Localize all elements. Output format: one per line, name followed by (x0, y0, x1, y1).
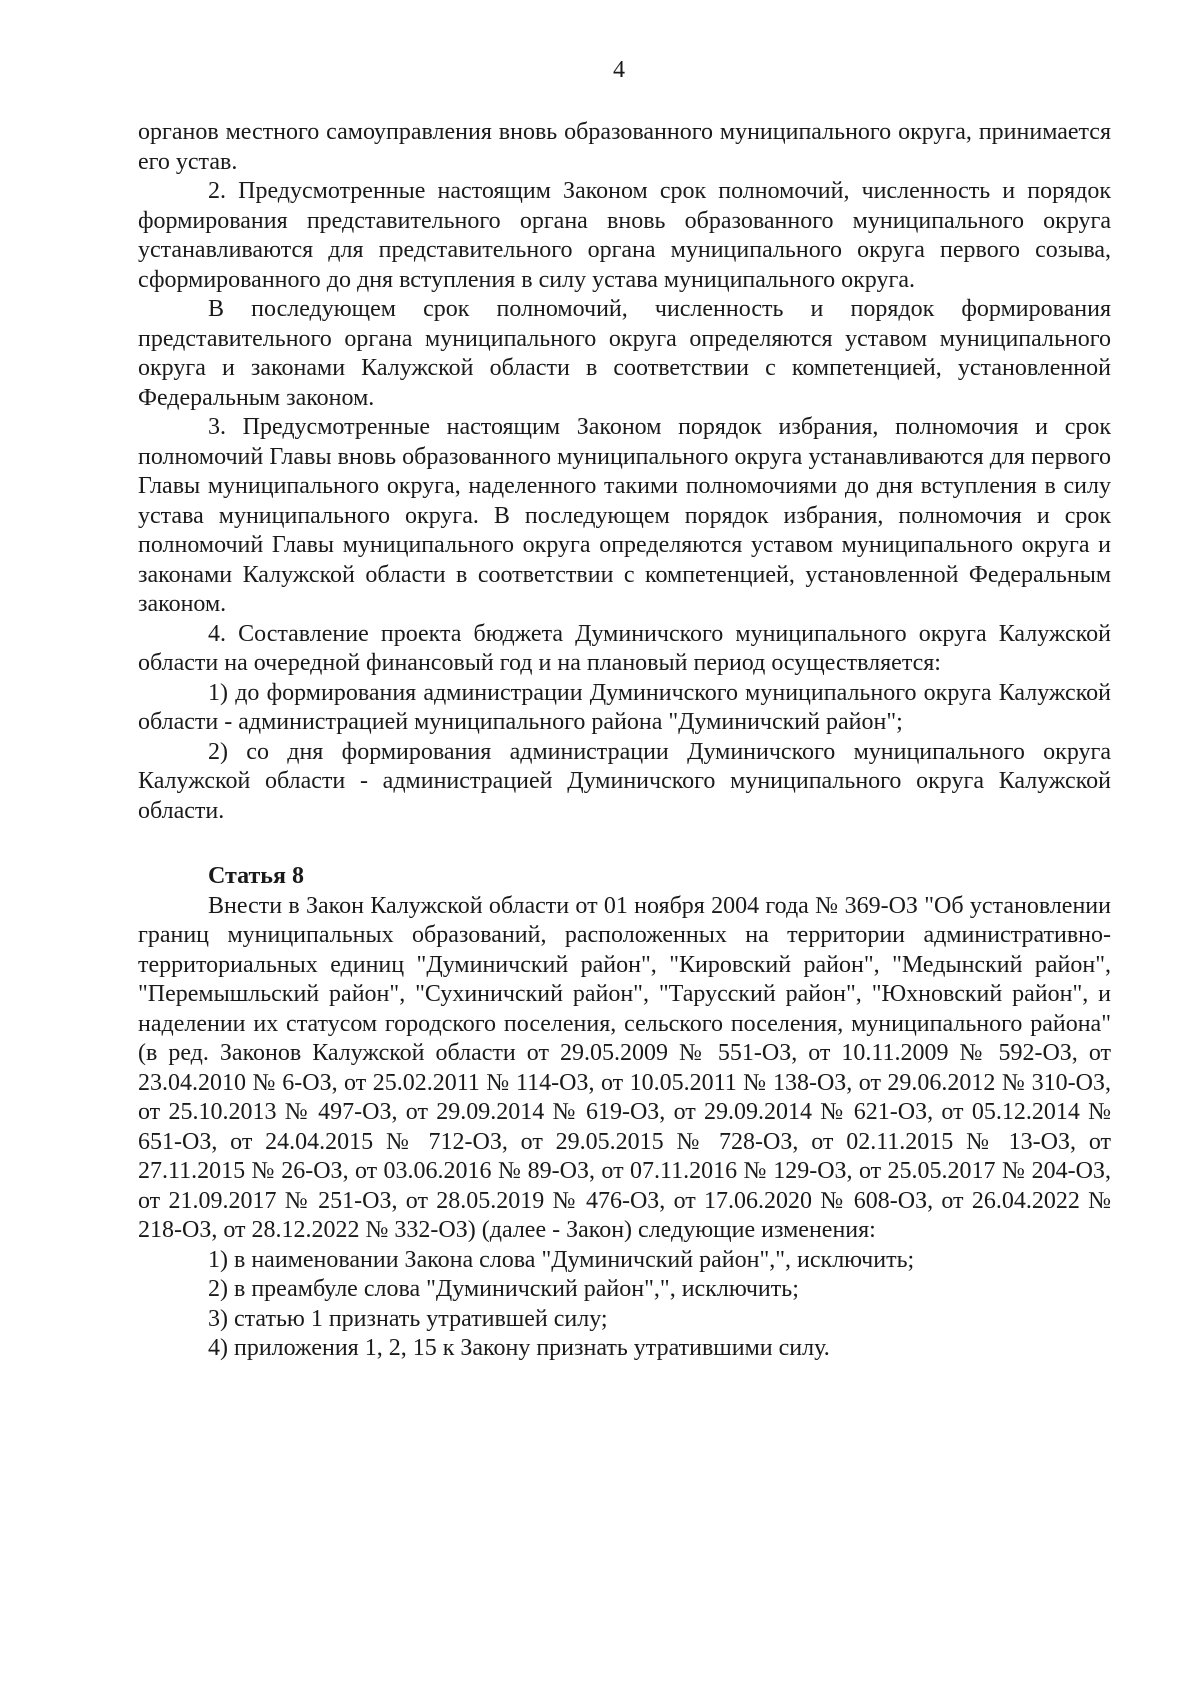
paragraph: В последующем срок полномочий, численность и порядок формирования представительного органа муниципального округа определяются уставом муниципального округа и законами Калужской области в соответствии с компетенцией, установленной Федеральным законом. (138, 296, 1111, 411)
paragraph: органов местного самоуправления вновь образованного муниципального округа, принимается его устав. (138, 119, 1111, 175)
page-number: 4 (613, 57, 625, 83)
paragraph: 4. Составление проекта бюджета Думиничского муниципального округа Калужской области на очередной финансовый год и на плановый период осуществляется: (138, 620, 1111, 676)
list-item: 1) до формирования администрации Думиничского муниципального округа Калужской области - администрацией муниципального района "Думиничский район"; (138, 679, 1111, 735)
document-body (138, 118, 1111, 1364)
list-item: 1) в наименовании Закона слова "Думиничский район",", исключить; (208, 1246, 915, 1273)
paragraph: 3. Предусмотренные настоящим Законом порядок избрания, полномочия и срок полномочий Главы вновь образованного муниципального округа устанавливаются для первого Главы муниципального округа, наделенного такими полномочиями до дня вступления в силу устава муниципального округа. В последующем порядок избрания, полномочия и срок полномочий Главы муниципального округа определяются уставом муниципального округа и законами Калужской области в соответствии с компетенцией, установленной Федеральным законом. (138, 414, 1111, 617)
list-item: 3) статью 1 признать утратившей силу; (208, 1305, 608, 1332)
article-heading: Статья 8 (208, 863, 304, 889)
article-intro: Внести в Закон Калужской области от 01 ноября 2004 года № 369-ОЗ "Об установлении границ муниципальных образований, расположенных на территории административно-территориальных единиц "Думиничский район", "Кировский район", "Медынский район", "Перемышльский район", "Сухиничский район", "Тарусский район", "Юхновский район", и наделении их статусом городского поселения, сельского поселения, муниципального района" (в ред. Законов Калужской области от 29.05.2009 № 551-ОЗ, от 10.11.2009 № 592-ОЗ, от 23.04.2010 № 6-ОЗ, от 25.02.2011 № 114-ОЗ, от 10.05.2011 № 138-ОЗ, от 29.06.2012 № 310-ОЗ, от 25.10.2013 № 497-ОЗ, от 29.09.2014 № 619-ОЗ, от 29.09.2014 № 621-ОЗ, от 05.12.2014 № 651-ОЗ, от 24.04.2015 № 712-ОЗ, от 29.05.2015 № 728-ОЗ, от 02.11.2015 № 13-ОЗ, от 27.11.2015 № 26-ОЗ, от 03.06.2016 № 89-ОЗ, от 07.11.2016 № 129-ОЗ, от 25.05.2017 № 204-ОЗ, от 21.09.2017 № 251-ОЗ, от 28.05.2019 № 476-ОЗ, от 17.06.2020 № 608-ОЗ, от 26.04.2022 № 218-ОЗ, от 28.12.2022 № 332-ОЗ) (далее - Закон) следующие изменения: (138, 892, 1111, 1243)
list-item: 2) в преамбуле слова "Думиничский район",", исключить; (208, 1276, 799, 1302)
list-item: 4) приложения 1, 2, 15 к Закону признать утратившими силу. (208, 1335, 830, 1361)
list-item: 2) со дня формирования администрации Думиничского муниципального округа Калужской области - администрацией Думиничского муниципального округа Калужской области. (138, 738, 1111, 824)
paragraph: 2. Предусмотренные настоящим Законом срок полномочий, численность и порядок формирования представительного органа вновь образованного муниципального округа устанавливаются для представительного органа муниципального округа первого созыва, сформированного до дня вступления в силу устава муниципального округа. (138, 178, 1111, 293)
